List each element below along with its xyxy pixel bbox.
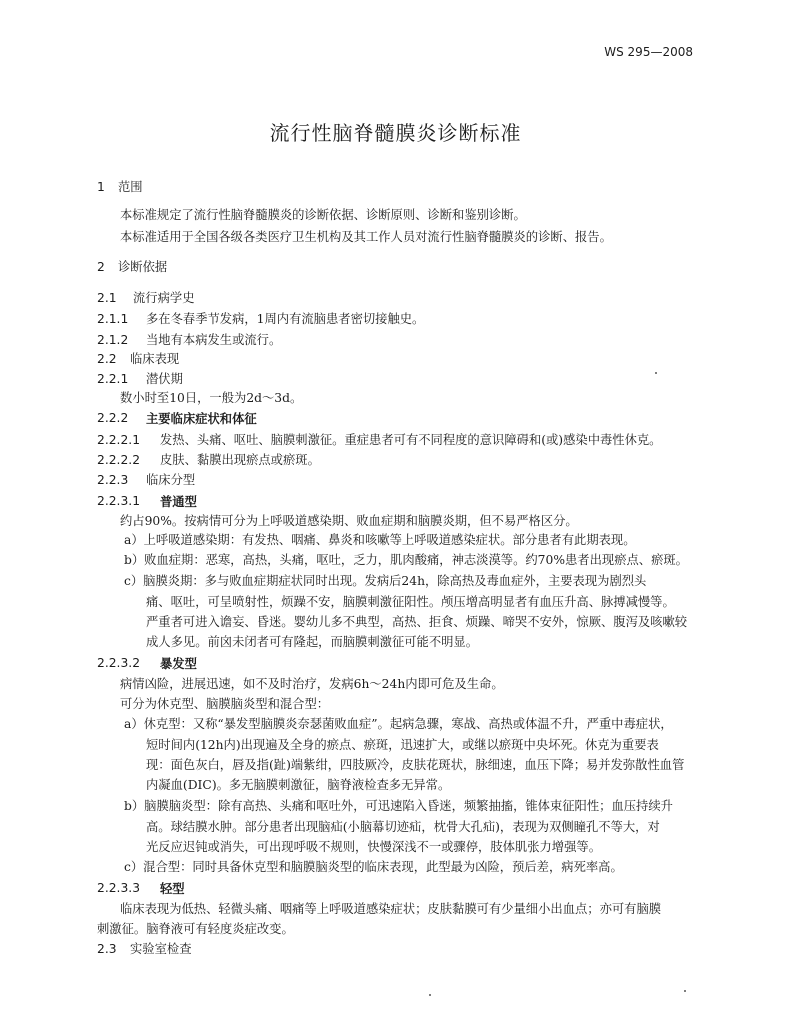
section-number: 2.2.2 — [97, 411, 129, 425]
scan-speck — [429, 994, 431, 996]
paragraph-text: 临床表现为低热、轻微头痛、咽痛等上呼吸道感染症状；皮肤黏膜可有少量细小出血点；亦可有脑膜 — [120, 902, 662, 916]
list-item-text: 光反应迟钝或消失，可出现呼吸不规则，快慢深浅不一或骤停，肢体肌张力增强等。 — [146, 840, 601, 854]
list-item-text: 痛、呕吐，可呈喷射性，烦躁不安，脑膜刺激征阳性。颅压增高明显者有血压升高、脉搏减慢等。 — [146, 595, 675, 609]
section-number: 2.3 — [97, 942, 117, 956]
section-number: 1 — [97, 180, 105, 194]
paragraph-text: 病情凶险，进展迅速，如不及时治疗，发病6h～24h内即可危及生命。 — [120, 677, 504, 691]
section-title: 流行病学史 — [133, 291, 195, 305]
paragraph-text: 约占90%。按病情可分为上呼吸道感染期、败血症期和脑膜炎期，但不易严格区分。 — [120, 514, 578, 528]
section-number: 2.1 — [97, 291, 117, 305]
section-title: 潜伏期 — [146, 372, 183, 386]
section-title: 轻型 — [160, 881, 185, 896]
section-number: 2.2.3.3 — [97, 881, 141, 895]
list-item-text: a）休克型：又称“暴发型脑膜炎奈瑟菌败血症”。起病急骤，寒战、高热或体温不升，严重中毒症状， — [124, 717, 673, 731]
section-number: 2.2.2.2 — [97, 453, 141, 467]
section-title: 范围 — [118, 180, 143, 194]
section-number: 2.2.3.2 — [97, 656, 141, 670]
section-title: 暴发型 — [160, 656, 197, 671]
section-number: 2.1.2 — [97, 333, 129, 347]
section-number: 2.2 — [97, 352, 117, 366]
section-title: 实验室检查 — [130, 942, 192, 956]
scan-speck — [684, 990, 686, 992]
section-title: 临床分型 — [146, 473, 196, 487]
section-number: 2 — [97, 260, 105, 274]
list-item-text: 内凝血(DIC)。多无脑膜刺激征，脑脊液检查多无异常。 — [146, 778, 451, 792]
paragraph-text: 本标准适用于全国各级各类医疗卫生机构及其工作人员对流行性脑脊髓膜炎的诊断、报告。 — [120, 230, 612, 244]
list-item-text: c）混合型：同时具备休克型和脑膜脑炎型的临床表现，此型最为凶险，预后差，病死率高。 — [124, 860, 623, 874]
section-number: 2.1.1 — [97, 312, 129, 326]
list-item-text: a）上呼吸道感染期：有发热、咽痛、鼻炎和咳嗽等上呼吸道感染症状。部分患者有此期表现。 — [124, 533, 636, 547]
list-item-text: 高。球结膜水肿。部分患者出现脑疝(小脑幕切迹疝，枕骨大孔疝)，表现为双侧瞳孔不等大，对 — [146, 820, 660, 834]
list-item-text: 严重者可进入谵妄、昏迷。婴幼儿多不典型，高热、拒食、烦躁、啼哭不安外，惊厥、腹泻及咳嗽较 — [146, 615, 688, 629]
section-title: 诊断依据 — [118, 260, 168, 274]
list-item-text: 短时间内(12h内)出现遍及全身的瘀点、瘀斑，迅速扩大，或继以瘀斑中央坏死。休克为重要表 — [146, 738, 659, 752]
section-number: 2.2.3 — [97, 473, 129, 487]
clause-text: 当地有本病发生或流行。 — [146, 333, 282, 347]
paragraph-text: 本标准规定了流行性脑脊髓膜炎的诊断依据、诊断原则、诊断和鉴别诊断。 — [120, 208, 526, 222]
list-item-text: b）败血症期：恶寒，高热，头痛，呕吐，乏力，肌肉酸痛，神志淡漠等。约70%患者出现瘀点、瘀斑。 — [124, 553, 688, 567]
clause-text: 发热、头痛、呕吐、脑膜刺激征。重症患者可有不同程度的意识障碍和(或)感染中毒性休克。 — [160, 433, 662, 447]
section-number: 2.2.1 — [97, 372, 129, 386]
scan-speck — [655, 372, 657, 374]
section-title: 主要临床症状和体征 — [146, 411, 257, 426]
section-number: 2.2.3.1 — [97, 494, 141, 508]
paragraph-text: 刺激征。脑脊液可有轻度炎症改变。 — [97, 922, 294, 936]
clause-text: 多在冬春季节发病，1周内有流脑患者密切接触史。 — [146, 312, 425, 326]
section-number: 2.2.2.1 — [97, 433, 141, 447]
section-title: 普通型 — [160, 494, 197, 509]
list-item-text: 成人多见。前囟未闭者可有隆起，而脑膜刺激征可能不明显。 — [146, 635, 479, 649]
paragraph-text: 数小时至10日，一般为2d～3d。 — [120, 391, 303, 405]
list-item-text: c）脑膜炎期：多与败血症期症状同时出现。发病后24h，除高热及毒血症外，主要表现为剧烈头 — [124, 574, 647, 588]
list-item-text: b）脑膜脑炎型：除有高热、头痛和呕吐外，可迅速陷入昏迷，频繁抽搐，锥体束征阳性；血压持续升 — [124, 799, 673, 813]
section-title: 临床表现 — [130, 352, 180, 366]
standard-code: WS 295—2008 — [604, 45, 693, 59]
clause-text: 皮肤、黏膜出现瘀点或瘀斑。 — [160, 453, 320, 467]
list-item-text: 现：面色灰白，唇及指(趾)端紫绀，四肢厥冷，皮肤花斑状，脉细速，血压下降；易并发弥散性血管 — [146, 758, 685, 772]
document-title: 流行性脑脊髓膜炎诊断标准 — [269, 121, 522, 145]
paragraph-text: 可分为休克型、脑膜脑炎型和混合型： — [120, 697, 330, 711]
